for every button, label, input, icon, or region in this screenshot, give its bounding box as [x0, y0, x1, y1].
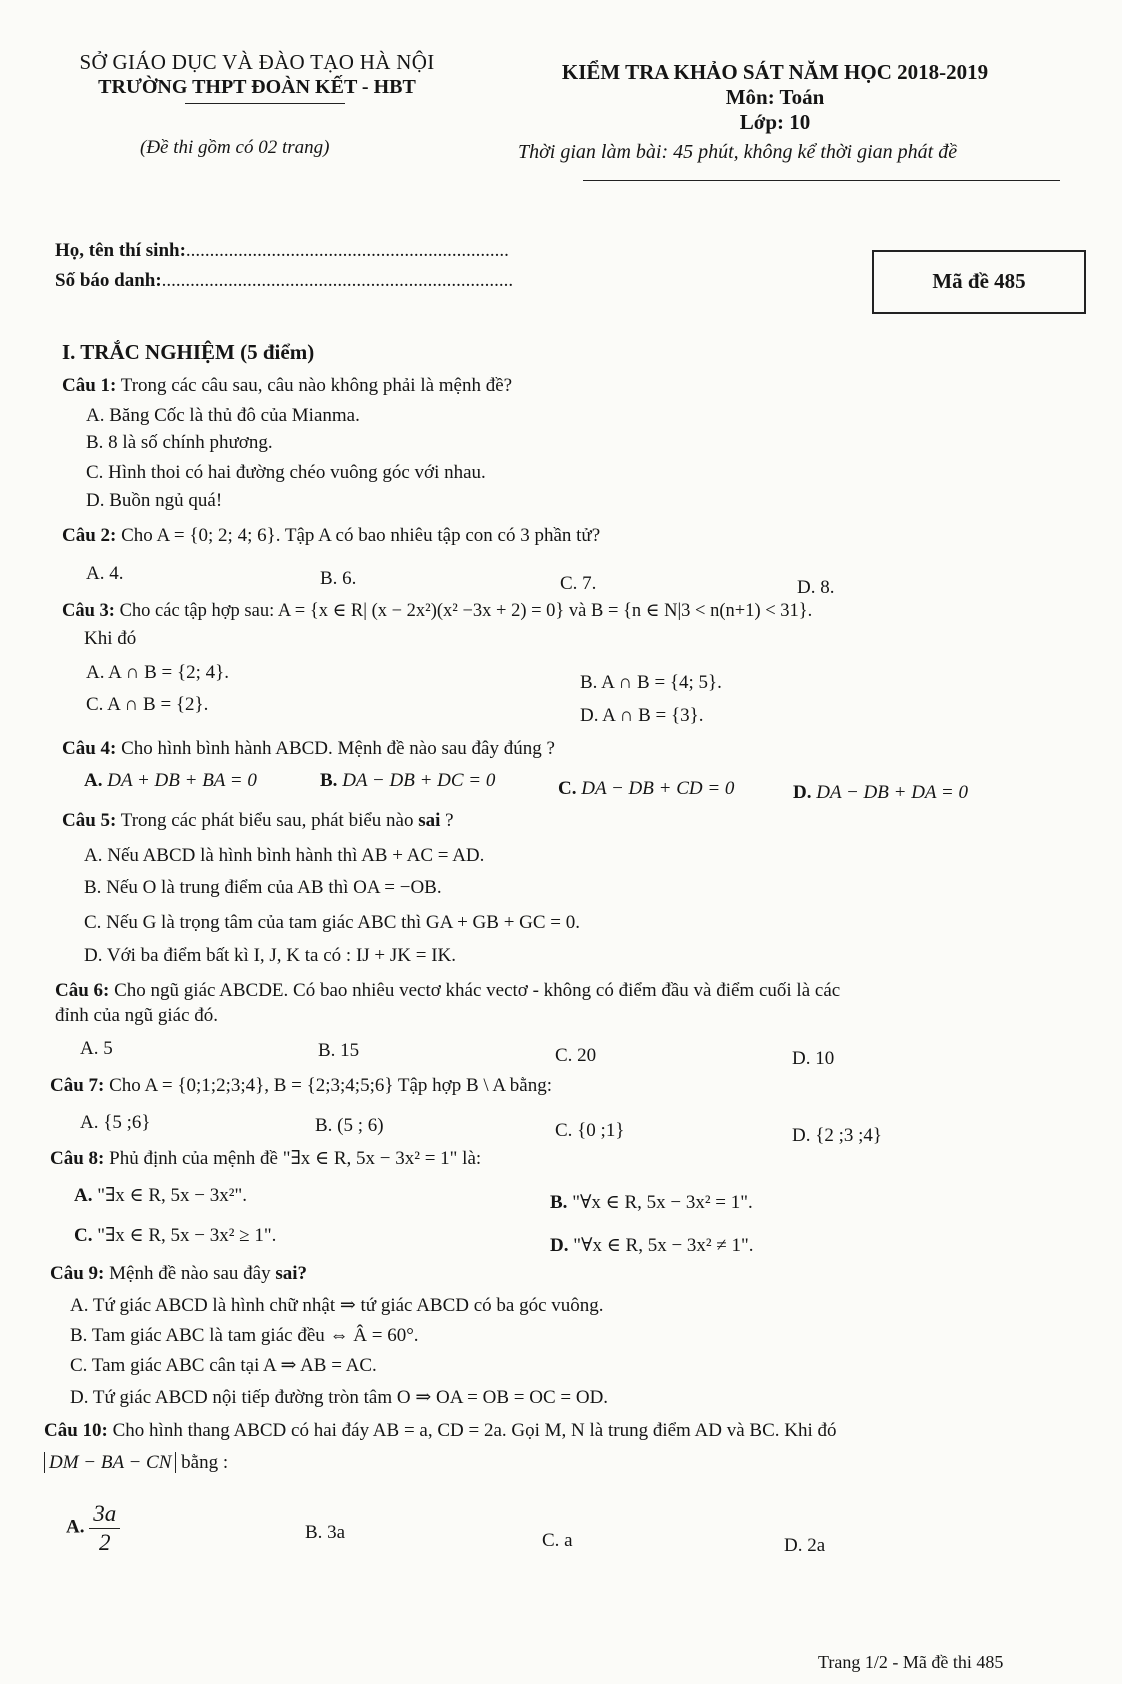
option-text: "∀x ∈ R, 5x − 3x² ≠ 1".	[573, 1235, 754, 1256]
q1-option-d: D. Buồn ngủ quá!	[86, 490, 223, 511]
exam-title: KIỂM TRA KHẢO SÁT NĂM HỌC 2018-2019	[561, 60, 989, 84]
question-text: Trong các phát biểu sau, phát biểu nào	[120, 810, 414, 831]
question-label: Câu 3:	[62, 601, 115, 621]
q1-option-b: B. 8 là số chính phương.	[86, 432, 273, 453]
header-right	[520, 60, 1030, 136]
question-text: Cho A = {0;1;2;3;4}, B = {2;3;4;5;6} Tập hợp B \ A bằng:	[109, 1075, 553, 1096]
q10-option-c: C. a	[542, 1530, 573, 1551]
q9-option-b: B. Tam giác ABC là tam giác đều ⇔ Â = 60°.	[70, 1325, 419, 1346]
q7-option-b: B. (5 ; 6)	[315, 1115, 384, 1136]
question-text: Cho các tập hợp sau: A = {x ∈ R| (x − 2x²)(x² −3x + 2) = 0} và B = {n ∈ N|3 < n(n+1) < 31}.	[119, 601, 813, 621]
exam-code-box: Mã đề 485	[872, 250, 1086, 314]
q4-option-a	[84, 770, 257, 793]
divider	[185, 103, 345, 104]
question-text: Mệnh đề nào sau đây	[109, 1263, 271, 1284]
question-5	[62, 810, 454, 833]
question-3	[62, 600, 812, 622]
grade: Lớp: 10	[739, 110, 811, 135]
q2-option-a: A. 4.	[86, 563, 124, 584]
vector-expression: DA − DB + DC = 0	[342, 770, 496, 791]
vector-expression: DM − BA − CN	[44, 1452, 176, 1473]
q3-option-a: A. A ∩ B = {2; 4}.	[86, 662, 229, 683]
option-letter: B.	[320, 770, 338, 791]
question-text: Trong các câu sau, câu nào không phải là mệnh đề?	[120, 375, 513, 396]
vector-expression: DA + DB + BA = 0	[107, 770, 257, 791]
candidate-id-line	[55, 270, 513, 293]
question-label: Câu 10:	[44, 1420, 108, 1441]
candidate-name-line	[55, 240, 509, 263]
q6-option-c: C. 20	[555, 1045, 597, 1066]
q7-option-c: C. {0 ;1}	[555, 1120, 625, 1141]
q2-option-d: D. 8.	[797, 577, 835, 598]
question-text-end: ?	[445, 810, 454, 831]
school-name: TRƯỜNG THPT ĐOÀN KẾT - HBT	[98, 76, 416, 99]
question-text: Phủ định của mệnh đề "∃x ∈ R, 5x − 3x² = 1" là:	[109, 1148, 482, 1169]
question-label: Câu 9:	[50, 1263, 105, 1284]
option-letter: C.	[74, 1225, 93, 1246]
pages-note: (Đề thi gồm có 02 trang)	[140, 137, 330, 158]
q10-option-a	[66, 1500, 120, 1556]
question-text: Cho ngũ giác ABCDE. Có bao nhiêu vectơ khác vectơ - không có điểm đầu và điểm cuối là các	[114, 980, 841, 1001]
q8-option-a	[74, 1185, 247, 1208]
option-letter: A.	[74, 1185, 93, 1206]
q3-option-c: C. A ∩ B = {2}.	[86, 694, 209, 715]
q1-option-a: A. Băng Cốc là thủ đô của Mianma.	[86, 405, 360, 426]
question-text: Cho hình bình hành ABCD. Mệnh đề nào sau đây đúng ?	[121, 738, 555, 759]
q6-option-a: A. 5	[80, 1038, 113, 1059]
question-text: bằng :	[181, 1452, 229, 1473]
question-3-continued: Khi đó	[84, 628, 137, 649]
q5-option-a: A. Nếu ABCD là hình bình hành thì AB + AC = AD.	[84, 845, 485, 866]
q4-option-c	[558, 778, 734, 801]
q9-option-d: D. Tứ giác ABCD nội tiếp đường tròn tâm O ⇒ OA = OB = OC = OD.	[70, 1387, 609, 1408]
option-letter: A.	[84, 770, 103, 791]
section-title: I. TRẮC NGHIỆM (5 điểm)	[62, 340, 315, 364]
q4-option-b	[320, 770, 495, 793]
q8-option-b	[550, 1192, 753, 1215]
q3-option-d: D. A ∩ B = {3}.	[580, 705, 704, 726]
candidate-name-dots: ....................................................................	[185, 240, 509, 261]
q8-option-c	[74, 1225, 276, 1248]
question-text-bold: sai	[418, 810, 441, 831]
q10-option-b: B. 3a	[305, 1522, 346, 1543]
question-label: Câu 1:	[62, 375, 117, 396]
option-letter: B.	[550, 1192, 568, 1213]
question-9	[50, 1263, 307, 1286]
vector-expression: DA − DB + CD = 0	[581, 778, 735, 799]
question-1	[62, 375, 512, 398]
question-label: Câu 2:	[62, 525, 117, 546]
question-label: Câu 8:	[50, 1148, 105, 1169]
question-label: Câu 4:	[62, 738, 117, 759]
question-6	[55, 980, 840, 1003]
q7-option-d: D. {2 ;3 ;4}	[792, 1125, 883, 1146]
fraction	[89, 1500, 120, 1556]
question-text-bold: sai?	[275, 1263, 308, 1284]
q3-option-b: B. A ∩ B = {4; 5}.	[580, 672, 722, 693]
question-2	[62, 525, 600, 548]
subject: Môn: Toán	[725, 85, 825, 110]
question-label: Câu 7:	[50, 1075, 105, 1096]
q9-option-a: A. Tứ giác ABCD là hình chữ nhật ⇒ tứ giác ABCD có ba góc vuông.	[70, 1295, 604, 1316]
q2-option-b: B. 6.	[320, 568, 357, 589]
question-8	[50, 1148, 481, 1171]
option-letter: D.	[550, 1235, 569, 1256]
exam-time: Thời gian làm bài: 45 phút, không kể thời gian phát đề	[518, 141, 958, 163]
question-text: Cho A = {0; 2; 4; 6}. Tập A có bao nhiêu tập con có 3 phần tử?	[121, 525, 601, 546]
q5-option-d: D. Với ba điểm bất kì I, J, K ta có : IJ + JK = IK.	[84, 945, 457, 966]
option-text: "∀x ∈ R, 5x − 3x² = 1".	[572, 1192, 753, 1213]
header-left	[52, 50, 462, 99]
q6-option-b: B. 15	[318, 1040, 360, 1061]
option-letter: D.	[793, 782, 812, 803]
page-footer: Trang 1/2 - Mã đề thi 485	[818, 1652, 1004, 1672]
question-6-continued: đỉnh của ngũ giác đó.	[55, 1005, 219, 1026]
fraction-numerator: 3a	[89, 1500, 120, 1529]
candidate-name-label: Họ, tên thí sinh:	[55, 240, 186, 261]
fraction-denominator: 2	[98, 1529, 111, 1555]
q4-option-d	[793, 782, 968, 805]
question-text: Cho hình thang ABCD có hai đáy AB = a, CD = 2a. Gọi M, N là trung điểm AD và BC. Khi đó	[112, 1420, 837, 1441]
q7-option-a: A. {5 ;6}	[80, 1112, 151, 1133]
q9-option-c: C. Tam giác ABC cân tại A ⇒ AB = AC.	[70, 1355, 377, 1376]
q5-option-c: C. Nếu G là trọng tâm của tam giác ABC thì GA + GB + GC = 0.	[84, 912, 581, 933]
question-label: Câu 6:	[55, 980, 110, 1001]
option-letter: C.	[558, 778, 577, 799]
question-label: Câu 5:	[62, 810, 117, 831]
divider	[583, 180, 1060, 181]
q6-option-d: D. 10	[792, 1048, 835, 1069]
q1-option-c: C. Hình thoi có hai đường chéo vuông góc với nhau.	[86, 462, 486, 483]
candidate-id-dots: ..........................................................................	[161, 270, 514, 291]
q5-option-b: B. Nếu O là trung điểm của AB thì OA = −OB.	[84, 877, 442, 898]
q2-option-c: C. 7.	[560, 573, 597, 594]
option-letter: A.	[66, 1516, 85, 1538]
question-4	[62, 738, 555, 761]
department-name: SỞ GIÁO DỤC VÀ ĐÀO TẠO HÀ NỘI	[79, 50, 435, 74]
candidate-id-label: Số báo danh:	[55, 270, 162, 291]
question-7	[50, 1075, 552, 1098]
option-text: "∃x ∈ R, 5x − 3x² ≥ 1".	[97, 1225, 277, 1246]
vector-expression: DA − DB + DA = 0	[816, 782, 968, 803]
question-10	[44, 1420, 837, 1443]
question-10-continued	[44, 1452, 228, 1475]
q8-option-d	[550, 1235, 754, 1258]
option-text: "∃x ∈ R, 5x − 3x²".	[97, 1185, 247, 1206]
q10-option-d: D. 2a	[784, 1535, 826, 1556]
